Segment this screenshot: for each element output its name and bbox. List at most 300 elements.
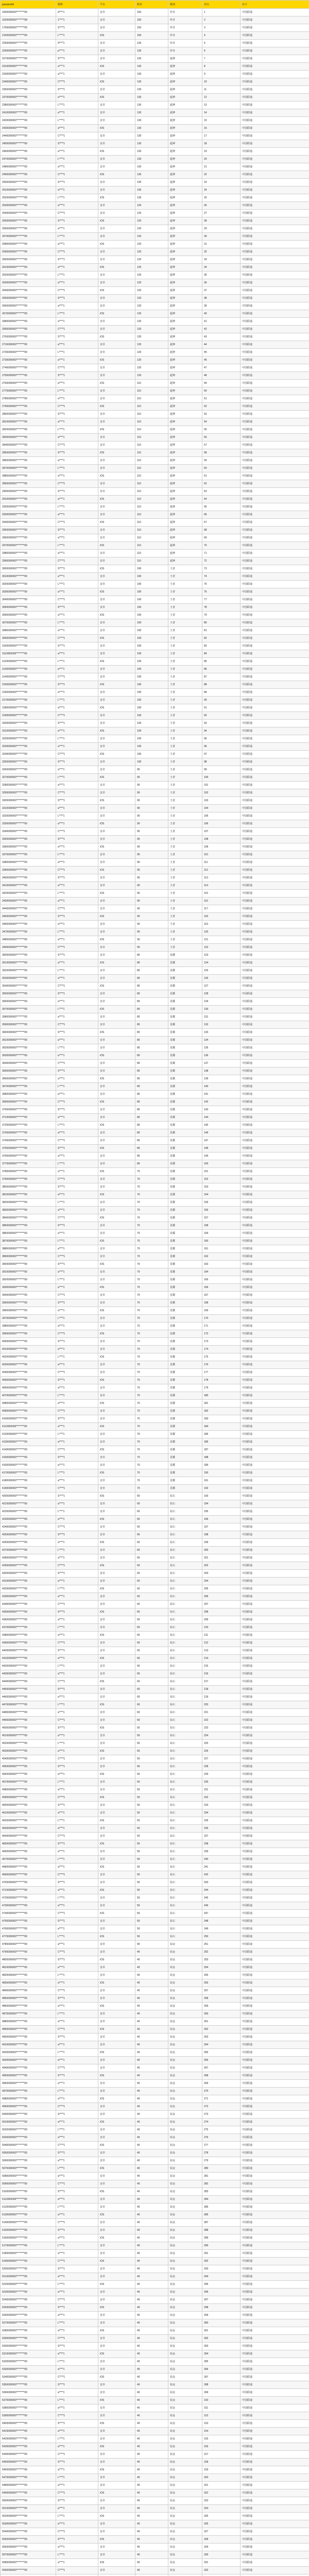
table-cell: 260 xyxy=(202,2010,241,2018)
table-cell: 铂金 xyxy=(168,2312,202,2319)
table-row xyxy=(1,1384,309,1392)
table-row xyxy=(1,1446,309,1454)
table-cell: 2950000000********00 xyxy=(1,527,56,534)
table-cell: 2930000000********00 xyxy=(1,511,56,519)
table-cell: 安卓 xyxy=(98,40,135,47)
table-cell: 70 xyxy=(135,1415,168,1423)
table-cell: iOS xyxy=(98,1284,135,1292)
table-cell: 安卓 xyxy=(98,1222,135,1230)
table-cell: 安卓 xyxy=(98,1802,135,1809)
table-cell: 80 xyxy=(135,1145,168,1153)
table-cell: 星耀 xyxy=(168,1129,202,1137)
table-cell: 3950000000********00 xyxy=(1,1299,56,1307)
table-row xyxy=(1,2258,309,2265)
table-cell: 中国联通 xyxy=(241,1222,309,1230)
table-cell: 安卓 xyxy=(98,434,135,442)
table-cell: iOS xyxy=(98,1516,135,1523)
table-cell: 5200000000********00 xyxy=(1,2265,56,2273)
table-cell: 安卓 xyxy=(98,2265,135,2273)
table-row xyxy=(1,465,309,472)
table-cell: 中国联通 xyxy=(241,442,309,449)
table-cell: 83 xyxy=(202,642,241,650)
table-cell: 中国联通 xyxy=(241,1052,309,1060)
table-cell: iOS xyxy=(98,2397,135,2404)
table-cell: 3480000000********00 xyxy=(1,936,56,944)
table-cell: 中国联通 xyxy=(241,1438,309,1446)
table-cell: 100 xyxy=(135,712,168,720)
table-cell: 传奇 xyxy=(168,40,202,47)
table-cell: 80 xyxy=(135,1106,168,1114)
table-cell: S****1 xyxy=(56,1724,98,1732)
table-cell: 3410000000********00 xyxy=(1,882,56,890)
table-cell: 77 xyxy=(202,596,241,604)
table-cell: 星耀 xyxy=(168,1230,202,1238)
table-cell: iOS xyxy=(98,1608,135,1616)
table-cell: 264 xyxy=(202,2041,241,2049)
table-cell: 313 xyxy=(202,2420,241,2428)
table-cell: 5390000000********00 xyxy=(1,2412,56,2420)
table-cell: 248 xyxy=(202,1918,241,1925)
table-cell: 钻石 xyxy=(168,1578,202,1585)
table-cell: L****1 xyxy=(56,2204,98,2211)
table-cell: a****1 xyxy=(56,1129,98,1137)
table-cell: 40 xyxy=(135,2536,168,2544)
table-cell: 王者 xyxy=(168,627,202,635)
table-row xyxy=(1,1639,309,1647)
table-cell: 89 xyxy=(202,689,241,697)
table-cell: 中国联通 xyxy=(241,1562,309,1570)
table-row xyxy=(1,1438,309,1446)
table-cell: 中国联通 xyxy=(241,1717,309,1724)
table-cell: S****1 xyxy=(56,952,98,959)
table-row xyxy=(1,2242,309,2250)
table-cell: 4560000000********00 xyxy=(1,1771,56,1778)
table-cell: 铂金 xyxy=(168,2026,202,2033)
table-cell: 90 xyxy=(135,782,168,789)
table-cell: 60 xyxy=(135,1508,168,1516)
table-cell: p****1 xyxy=(56,47,98,55)
table-cell: 120 xyxy=(135,357,168,364)
table-cell: 钻石 xyxy=(168,1639,202,1647)
table-cell: 3750000000********00 xyxy=(1,1145,56,1153)
table-cell: 安卓 xyxy=(98,905,135,913)
table-cell: 110 xyxy=(135,465,168,472)
table-cell: 超神 xyxy=(168,279,202,287)
table-row xyxy=(1,210,309,217)
table-cell: 安卓 xyxy=(98,766,135,774)
table-cell: 中国联通 xyxy=(241,642,309,650)
table-cell: 3790000000********00 xyxy=(1,1176,56,1183)
table-cell: 安卓 xyxy=(98,442,135,449)
table-cell: 超神 xyxy=(168,372,202,380)
table-cell: 星耀 xyxy=(168,1044,202,1052)
table-cell: 中国联通 xyxy=(241,921,309,928)
table-cell: 中国联通 xyxy=(241,905,309,913)
table-cell: 80 xyxy=(135,1075,168,1083)
table-cell: C****1 xyxy=(56,635,98,642)
table-cell: 5120000000********00 xyxy=(1,2204,56,2211)
table-cell: 4080000000********00 xyxy=(1,1400,56,1408)
table-cell: 120 xyxy=(135,364,168,372)
table-cell: 铂金 xyxy=(168,1979,202,1987)
table-cell: iOS xyxy=(98,2258,135,2265)
table-cell: 4290000000********00 xyxy=(1,1562,56,1570)
table-cell: a****1 xyxy=(56,357,98,364)
table-row xyxy=(1,596,309,604)
table-row xyxy=(1,1106,309,1114)
table-cell: 3040000000********00 xyxy=(1,596,56,604)
table-row xyxy=(1,1887,309,1894)
table-cell: iOS xyxy=(98,357,135,364)
table-cell: 4720000000********00 xyxy=(1,1894,56,1902)
table-cell: 钻石 xyxy=(168,1724,202,1732)
table-cell: 47 xyxy=(202,364,241,372)
table-cell: 中国联通 xyxy=(241,2111,309,2119)
table-cell: 中国联通 xyxy=(241,1516,309,1523)
table-cell: 中国联通 xyxy=(241,1013,309,1021)
table-cell: 70 xyxy=(135,1261,168,1268)
table-cell: 中国联通 xyxy=(241,349,309,357)
table-cell: S****1 xyxy=(56,1956,98,1964)
table-row xyxy=(1,836,309,843)
table-row xyxy=(1,1778,309,1786)
table-cell: 中国联通 xyxy=(241,2103,309,2111)
table-cell: 安卓 xyxy=(98,2180,135,2188)
table-cell: 149 xyxy=(202,1153,241,1160)
table-cell: C****1 xyxy=(56,557,98,565)
table-cell: 90 xyxy=(135,874,168,882)
table-cell: 90 xyxy=(135,828,168,836)
table-cell: 星耀 xyxy=(168,1408,202,1415)
table-cell: 110 xyxy=(135,403,168,411)
table-cell: 中国联通 xyxy=(241,975,309,982)
table-cell: 40 xyxy=(135,2219,168,2227)
table-cell: 中国联通 xyxy=(241,704,309,712)
table-row xyxy=(1,1292,309,1299)
table-cell: 中国联通 xyxy=(241,2234,309,2242)
table-cell: 279 xyxy=(202,2157,241,2165)
table-cell: 中国联通 xyxy=(241,751,309,758)
table-cell: 4860000000********00 xyxy=(1,2003,56,2010)
table-row xyxy=(1,1995,309,2003)
table-cell: 183 xyxy=(202,1415,241,1423)
table-cell: L****1 xyxy=(56,2474,98,2482)
table-cell: 80 xyxy=(135,990,168,998)
table-cell: 安卓 xyxy=(98,1554,135,1562)
table-cell: 150 xyxy=(202,1160,241,1168)
table-cell: 13 xyxy=(202,101,241,109)
table-cell: L****1 xyxy=(56,2010,98,2018)
table-cell: C****1 xyxy=(56,2296,98,2304)
table-cell: 中国联通 xyxy=(241,2319,309,2327)
table-cell: 40 xyxy=(135,2389,168,2397)
table-cell: 星耀 xyxy=(168,1029,202,1037)
table-row xyxy=(1,1098,309,1106)
table-cell: iOS xyxy=(98,2072,135,2080)
table-cell: 中国联通 xyxy=(241,1369,309,1377)
table-row xyxy=(1,1346,309,1353)
table-cell: 70 xyxy=(135,1176,168,1183)
table-cell: 51 xyxy=(202,395,241,403)
table-cell: 钻石 xyxy=(168,1902,202,1910)
table-cell: 37 xyxy=(202,287,241,295)
table-row xyxy=(1,333,309,341)
table-cell: 铂金 xyxy=(168,2165,202,2173)
table-cell: 150 xyxy=(135,9,168,16)
table-cell: 星耀 xyxy=(168,1284,202,1292)
table-cell: 中国联通 xyxy=(241,1701,309,1709)
table-cell: 3910000000********00 xyxy=(1,1268,56,1276)
table-cell: 中国联通 xyxy=(241,2443,309,2451)
table-cell: 中国联通 xyxy=(241,2250,309,2258)
table-cell: 王者 xyxy=(168,697,202,704)
table-row xyxy=(1,2520,309,2528)
table-cell: 中国联通 xyxy=(241,1863,309,1871)
table-cell: L****1 xyxy=(56,32,98,40)
table-cell: C****1 xyxy=(56,1446,98,1454)
table-cell: 安卓 xyxy=(98,2242,135,2250)
table-row xyxy=(1,1686,309,1693)
table-cell: 120 xyxy=(135,349,168,357)
table-cell: a****1 xyxy=(56,1168,98,1176)
table-cell: 中国联通 xyxy=(241,503,309,511)
column-header: 名次 xyxy=(202,1,241,9)
table-cell: 4300000000********00 xyxy=(1,1570,56,1578)
table-cell: 安卓 xyxy=(98,1941,135,1948)
table-cell: 中国联通 xyxy=(241,519,309,527)
table-cell: a****1 xyxy=(56,1400,98,1408)
table-row xyxy=(1,1863,309,1871)
table-cell: L****1 xyxy=(56,2513,98,2520)
table-row xyxy=(1,2250,309,2258)
table-cell: iOS xyxy=(98,936,135,944)
table-cell: 安卓 xyxy=(98,1833,135,1840)
table-cell: 铂金 xyxy=(168,2397,202,2404)
table-cell: 3760000000********00 xyxy=(1,1153,56,1160)
table-cell: 9****1 xyxy=(56,40,98,47)
table-cell: 80 xyxy=(135,1067,168,1075)
table-cell: 安卓 xyxy=(98,1392,135,1400)
table-cell: 2620000000********00 xyxy=(1,272,56,279)
table-cell: 4530000000********00 xyxy=(1,1748,56,1755)
table-cell: 262 xyxy=(202,2026,241,2033)
table-cell: 超神 xyxy=(168,380,202,387)
table-row xyxy=(1,573,309,581)
table-cell: 56 xyxy=(202,434,241,442)
table-cell: 100 xyxy=(135,704,168,712)
table-cell: 星耀 xyxy=(168,1245,202,1253)
table-cell: a****1 xyxy=(56,612,98,619)
table-cell: 40 xyxy=(135,2327,168,2335)
table-cell: 铂金 xyxy=(168,2134,202,2142)
table-cell: 70 xyxy=(135,1276,168,1284)
table-cell: 中国联通 xyxy=(241,1778,309,1786)
table-cell: 4480000000********00 xyxy=(1,1709,56,1717)
table-cell: 中国联通 xyxy=(241,1268,309,1276)
table-row xyxy=(1,1585,309,1593)
table-cell: 中国联通 xyxy=(241,2281,309,2289)
table-cell: 中国联通 xyxy=(241,2149,309,2157)
table-cell: 60 xyxy=(135,1578,168,1585)
table-cell: 中国联通 xyxy=(241,882,309,890)
table-cell: a****1 xyxy=(56,2482,98,2489)
table-cell: 285 xyxy=(202,2204,241,2211)
table-cell: 中国联通 xyxy=(241,1315,309,1323)
table-cell: 3690000000********00 xyxy=(1,1098,56,1106)
table-cell: a****1 xyxy=(56,882,98,890)
table-cell: 40 xyxy=(135,1956,168,1964)
table-row xyxy=(1,86,309,94)
table-cell: 40 xyxy=(135,2343,168,2350)
table-cell: 161 xyxy=(202,1245,241,1253)
table-cell: 1600000000********00 xyxy=(1,9,56,16)
table-cell: 2600000000********00 xyxy=(1,256,56,264)
table-cell: 钻石 xyxy=(168,1732,202,1740)
table-row xyxy=(1,635,309,642)
table-cell: 中国联通 xyxy=(241,1925,309,1933)
table-cell: 243 xyxy=(202,1879,241,1887)
table-cell: 中国联通 xyxy=(241,990,309,998)
table-cell: a****1 xyxy=(56,2041,98,2049)
table-cell: 超神 xyxy=(168,418,202,426)
table-cell: 钻石 xyxy=(168,1670,202,1678)
table-cell: 3440000000********00 xyxy=(1,905,56,913)
table-cell: 安卓 xyxy=(98,650,135,658)
table-cell: 钻石 xyxy=(168,1709,202,1717)
table-cell: 2500000000********00 xyxy=(1,179,56,187)
table-cell: 3350000000********00 xyxy=(1,836,56,843)
table-cell: a****1 xyxy=(56,1245,98,1253)
table-cell: C****1 xyxy=(56,1369,98,1377)
table-cell: 安卓 xyxy=(98,2227,135,2234)
table-row xyxy=(1,2204,309,2211)
table-cell: a****1 xyxy=(56,2018,98,2026)
table-cell: 40 xyxy=(135,2459,168,2466)
table-cell: 195 xyxy=(202,1508,241,1516)
table-cell: 90 xyxy=(135,936,168,944)
table-cell: 150 xyxy=(135,24,168,32)
table-cell: 中国联通 xyxy=(241,1067,309,1075)
table-cell: 40 xyxy=(202,310,241,318)
table-cell: 中国联通 xyxy=(241,2080,309,2088)
table-cell: 40 xyxy=(135,2397,168,2404)
table-cell: 安卓 xyxy=(98,2567,135,2574)
table-cell: 60 xyxy=(202,465,241,472)
table-row xyxy=(1,1153,309,1160)
table-row xyxy=(1,1972,309,1979)
table-cell: 2450000000********00 xyxy=(1,140,56,148)
table-cell: 60 xyxy=(135,1601,168,1608)
table-cell: a****1 xyxy=(56,1075,98,1083)
table-cell: 中国联通 xyxy=(241,1771,309,1778)
table-cell: 中国联通 xyxy=(241,125,309,132)
table-cell: 3700000000********00 xyxy=(1,1106,56,1114)
table-cell: S****1 xyxy=(56,2072,98,2080)
table-cell: 90 xyxy=(135,944,168,952)
table-cell: L****1 xyxy=(56,194,98,202)
table-cell: 40 xyxy=(135,2497,168,2505)
table-cell: 60 xyxy=(135,1647,168,1655)
table-row xyxy=(1,1299,309,1307)
table-cell: 286 xyxy=(202,2211,241,2219)
table-cell: 安卓 xyxy=(98,1948,135,1956)
table-cell: C****1 xyxy=(56,1098,98,1106)
table-cell: 超神 xyxy=(168,527,202,534)
table-cell: 4870000000********00 xyxy=(1,2010,56,2018)
table-cell: 王者 xyxy=(168,681,202,689)
table-cell: 40 xyxy=(135,1979,168,1987)
table-cell: 安卓 xyxy=(98,2204,135,2211)
table-cell: 中国联通 xyxy=(241,1686,309,1693)
table-row xyxy=(1,2234,309,2242)
table-cell: 159 xyxy=(202,1230,241,1238)
table-cell: 110 xyxy=(135,496,168,503)
table-cell: 安卓 xyxy=(98,2428,135,2435)
table-cell: 289 xyxy=(202,2234,241,2242)
table-cell: 中国联通 xyxy=(241,928,309,936)
table-cell: iOS xyxy=(98,2281,135,2289)
table-cell: 114 xyxy=(202,882,241,890)
table-row xyxy=(1,805,309,812)
table-row xyxy=(1,364,309,372)
table-cell: 安卓 xyxy=(98,1624,135,1632)
table-cell: 星耀 xyxy=(168,1292,202,1299)
table-cell: 4750000000********00 xyxy=(1,1918,56,1925)
table-cell: 100 xyxy=(135,627,168,635)
table-cell: 223 xyxy=(202,1724,241,1732)
table-cell: 2440000000********00 xyxy=(1,132,56,140)
table-cell: 271 xyxy=(202,2095,241,2103)
table-cell: 安卓 xyxy=(98,1485,135,1493)
table-cell: 中国联通 xyxy=(241,1477,309,1485)
table-row xyxy=(1,952,309,959)
table-row xyxy=(1,2350,309,2358)
table-cell: 2590000000********00 xyxy=(1,248,56,256)
table-cell: 安卓 xyxy=(98,210,135,217)
table-cell: 星耀 xyxy=(168,1037,202,1044)
table-cell: 5110000000********00 xyxy=(1,2196,56,2204)
table-row xyxy=(1,2157,309,2165)
table-cell: 铂金 xyxy=(168,2057,202,2064)
table-cell: C****1 xyxy=(56,326,98,333)
table-cell: 钻石 xyxy=(168,1701,202,1709)
table-cell: 3200000000********00 xyxy=(1,720,56,727)
table-row xyxy=(1,2474,309,2482)
table-cell: 40 xyxy=(135,2026,168,2033)
table-cell: 安卓 xyxy=(98,341,135,349)
table-cell: 158 xyxy=(202,1222,241,1230)
table-cell: 3210000000********00 xyxy=(1,727,56,735)
table-cell: 星耀 xyxy=(168,1183,202,1191)
table-cell: 274 xyxy=(202,2119,241,2126)
table-cell: 王者 xyxy=(168,820,202,828)
table-cell: 安卓 xyxy=(98,2057,135,2064)
table-cell: 3170000000********00 xyxy=(1,697,56,704)
table-cell: 4980000000********00 xyxy=(1,2095,56,2103)
table-cell: 钻石 xyxy=(168,1794,202,1802)
table-cell: 80 xyxy=(135,1013,168,1021)
table-cell: 超神 xyxy=(168,426,202,434)
table-cell: 安卓 xyxy=(98,1044,135,1052)
table-cell: C****1 xyxy=(56,1523,98,1531)
table-cell: 4400000000********00 xyxy=(1,1647,56,1655)
table-row xyxy=(1,279,309,287)
table-row xyxy=(1,418,309,426)
table-body xyxy=(1,9,309,2576)
table-cell: 153 xyxy=(202,1183,241,1191)
table-row xyxy=(1,1786,309,1794)
table-cell: 316 xyxy=(202,2443,241,2451)
